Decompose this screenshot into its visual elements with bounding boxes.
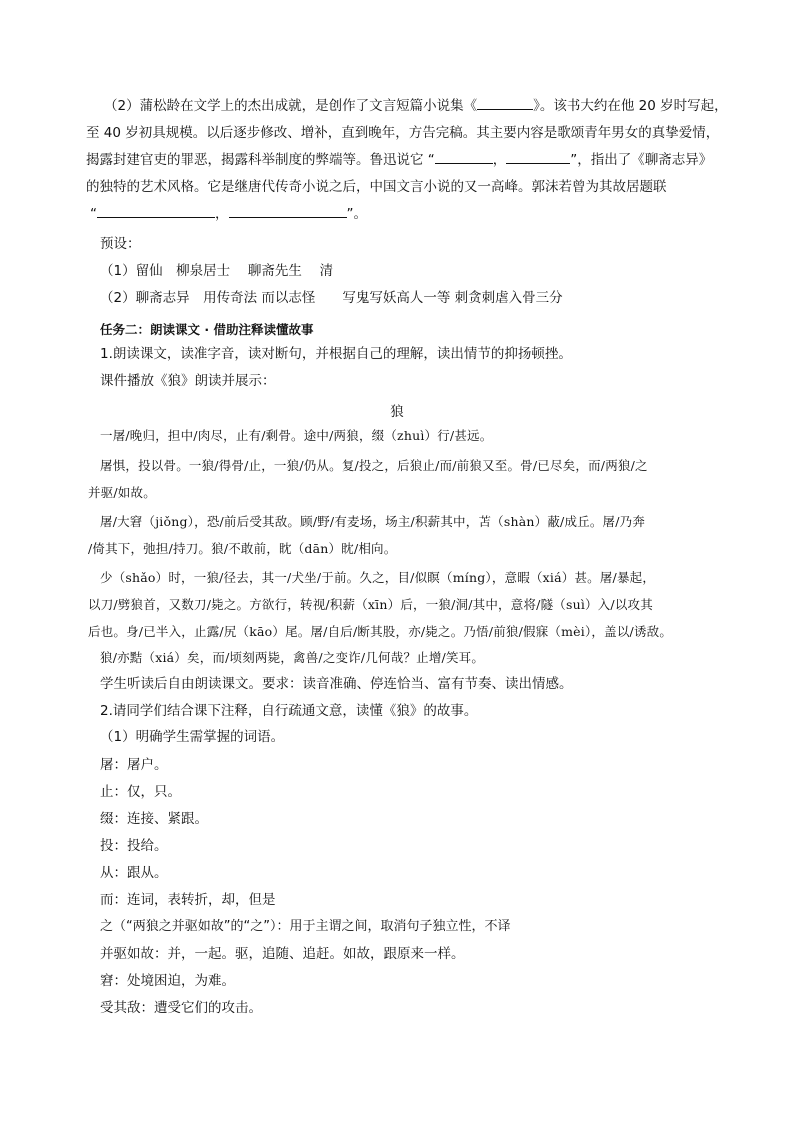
blank-lu-xun-2[interactable] [506,149,570,164]
poem-line: 屠惧，投以骨。一狼/得骨/止，一狼/仍从。复/投之，后狼止/而/前狼又至。骨/已尽矣，而/两狼/之 [100,458,648,473]
task2-play: 课件播放《狼》朗读并展示： [100,373,276,389]
poem-line: /倚其下，弛担/持刀。狼/不敢前，眈（dān）眈/相向。 [88,541,397,556]
poem-line: 一屠/晚归，担中/肉尽，止有/剩骨。途中/两狼，缀（zhuì）行/甚远。 [100,428,493,443]
poem-line: 并驱/如故。 [88,485,156,500]
poem-line: 以刀/劈狼首，又数刀/毙之。方欲行，转视/积薪（xīn）后，一狼/洞/其中，意将/隧（suì）入/以攻其 [88,597,653,612]
task2-heading: 任务二：朗读课文 · 借助注释读懂故事 [100,322,314,337]
preset-answer-2: （2）聊斋志异 用传奇法 而以志怪 写鬼写妖高人一等 刺贪刺虐入骨三分 [100,290,563,306]
glossary-item: 并驱如故：并，一起。驱，追随、追赶。如故，跟原来一样。 [100,946,465,962]
glossary-item: 缀：连接、紧跟。 [100,811,208,827]
glossary-item: 投：投给。 [100,838,168,854]
preset-label: 预设： [100,236,141,252]
glossary-item: 窘：处境困迫，为难。 [100,973,235,989]
intro-line-2: 至 40 岁初具规模。以后逐步修改、增补，直到晚年，方告完稿。其主要内容是歌颂青年男女的真挚爱情， [86,125,720,141]
blank-lu-xun-1[interactable] [435,149,493,164]
glossary-item: 受其敌：遭受它们的攻击。 [100,1000,262,1016]
after-listen: 学生听读后自由朗读课文。要求：读音准确、停连恰当、富有节奏、读出情感。 [100,676,573,692]
after-step2: 2.请同学们结合课下注释，自行疏通文意，读懂《狼》的故事。 [100,703,478,719]
preset-answer-1: （1）留仙 柳泉居士 聊斋先生 清 [100,263,334,279]
intro-line-5: “ ， ”。 [90,201,730,227]
intro-line-4: 的独特的艺术风格。它是继唐代传奇小说之后，中国文言小说的又一高峰。郭沫若曾为其故居题联 [86,179,667,195]
poem-line: 屠/大窘（jiǒng），恐/前后受其敌。顾/野/有麦场，场主/积薪其中，苫（shàn）蔽/成丘。屠/乃奔 [100,514,646,529]
poem-line: 少（shǎo）时，一狼/径去，其一/犬坐/于前。久之，目/似瞑（míng），意暇（xiá）甚。屠/暴起， [100,570,656,585]
poem-title: 狼 [390,404,404,420]
glossary-item: 而：连词，表转折，却，但是 [100,892,276,908]
poem-line: 后也。身/已半入，止露/尻（kāo）尾。屠/自后/断其股，亦/毙之。乃悟/前狼/假寐（mèi），盖以/诱敌。 [88,624,673,639]
task2-step1: 1.朗读课文，读准字音，读对断句，并根据自己的理解，读出情节的抑扬顿挫。 [100,346,572,362]
glossary-item: 从：跟从。 [100,865,168,881]
poem-line: 狼/亦黠（xiá）矣，而/顷刻两毙，禽兽/之变诈/几何哉？止增/笑耳。 [100,650,485,665]
glossary-item: 屠：屠户。 [100,757,168,773]
blank-book-title[interactable] [477,95,533,110]
glossary-item: 止：仅，只。 [100,784,181,800]
after-sub1: （1）明确学生需掌握的词语。 [100,729,285,745]
blank-couplet-2[interactable] [229,203,347,218]
intro-line-1: （2）蒲松龄在文学上的杰出成就，是创作了文言短篇小说集《 》。该书大约在他 20 岁时写起， [104,93,744,119]
blank-couplet-1[interactable] [97,203,215,218]
glossary-item: 之（“两狼之并驱如故”的“之”）：用于主谓之间，取消句子独立性，不译 [100,919,511,934]
intro-line-3: 揭露封建官吏的罪恶，揭露科举制度的弊端等。鲁迅说它 “ ， ”，指出了《聊斋志异》 [86,147,726,173]
